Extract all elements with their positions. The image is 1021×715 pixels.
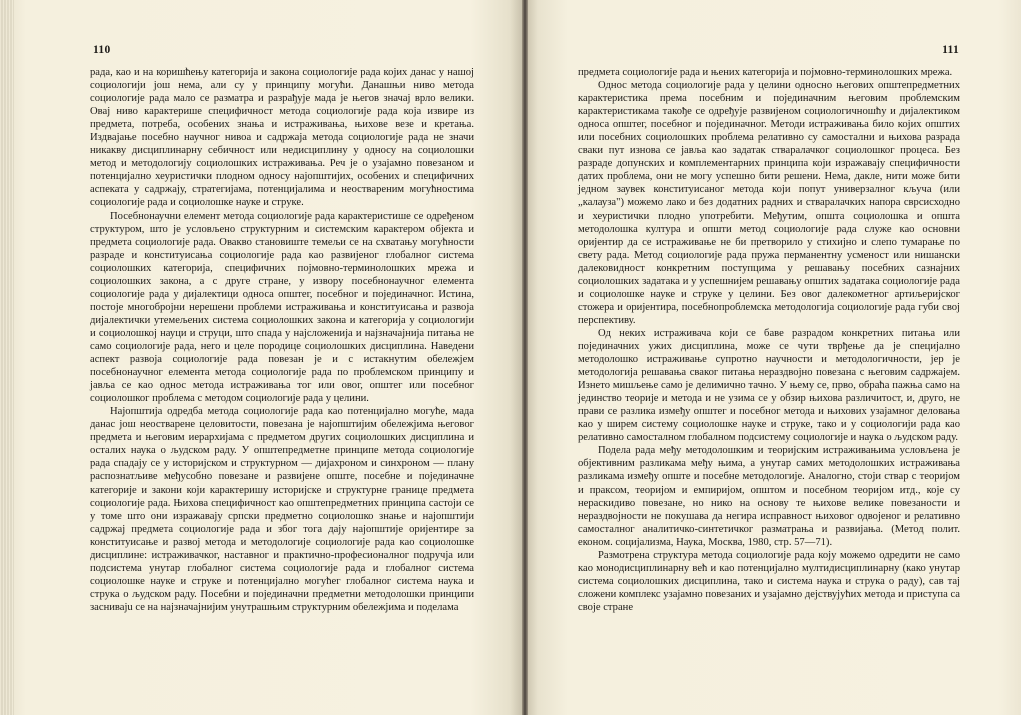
paragraph: Посебнонаучни елемент метода социологије рада карактеристише се одређеном структуром, што је условљено структурним и системским карактером објекта и предмета социологије рада. Овакво становиште темељи се на схватању могућности разраде и конституисања социологије рада као развијеног глобалног система социолошких категорија, специфичних појмовно-терминолошких мрежа и социолошких закона, а с друге стране, у извору посебнонаучног елемента социологије рада у дијалектици односа општег, посебног и појединачног. Истина, постоје многобројни нерешени проблеми истраживања и конституисања и развоја дијалектички утемељених система социолошких закона и категорија у социологији и социолошкој науци и струци, што спада у најсложенија и најзначајнија питања не само социологије рада, него и целе породице социолошких дисциплина. Наведени аспект развоја социологије рада повезан је и с истакнутим обележјем посебнонаучног елемента метода социологије рада по проблемском принципу и јавља се као однос метода истраживања тог или овог, општег или посебног социолошког проблема с методом социологије рада у целини. xyxy=(90,210,474,405)
paragraph: Подела рада међу методолошким и теоријским истраживањима условљена је објективним разликама међу њима, а унутар самих методолошких истраживања разликама између опште и посебне методологије. Аналогно, стоји ствар с теоријом и праксом, теоријом и емпиријом, општом и посебном теоријом итд., које су нераскидиво повезане, но нико на основу те њихове велике повезаности и нераздвојности не покушава да негира исправност њиховог одвојеног и релативно самосталног аналитичко-синтетичког разматрања и развијања. (Метод полит. економ. социјализма, Наука, Москва, 1980, стр. 57—71). xyxy=(578,445,960,548)
page-stack-edge xyxy=(0,0,14,715)
paragraph: Однос метода социологије рада у целини односно његових општепредметних карактеристика према посебним и појединачним његовим проблемским карактеристикама такође се одређује развијеном социологичношћу и дијалектиком односа општег, посебног и појединачног. Методи истраживања било којих општих или посебних социолошких проблема релативно су самостални и њихова разрада сваки пут изнова се јавља као задатак стваралачког социолошког процеса. Без разраде допунских и комплементарних принципа који изражавају специфичности датих проблема, они не могу успешно бити решени. Нема, дакле, нити може бити једном заувек конституисаног метода који попут универзалног кључа (или „калауза") можемо лако и без додатних радних и стваралачких напора сврсисходно и хеуристички плодно употребити. Међутим, општа социолошка и општа методолошка култура и општи метод социологије рада служе као основни оријентир да се истраживање не би претворило у стихијно и слепо тумарање по свету рада. Метод социологије рада пружа перманентну усменост или нишански далековидност конкретним поступцима у решавању посебних сазнајних социолошких задатака и у успешнијем решавању општих задатака социологије рада и социолошке науке и струке у целини. Без овог далекометног артиљеријског стожера и оријентира, посебнопроблемска методологија социологије рада губи свој перспективу. xyxy=(578,80,960,326)
paragraph: предмета социологије рада и њених категорија и појмовно-терминолошких мрежа. xyxy=(578,67,953,78)
paragraph: рада, као и на коришћењу категорија и закона социологије рада којих данас у нашој социологији још нема, али су у принципу могући. Данашњи ниво метода социологије рада мало се разматра и разрађује мада је његов значај врло велики. Овај ниво карактерише специфичност метода социологије рада која извире из предмета, потреба, особених знања и истраживања, њихове везе и кретања. Издвајање посебно научног нивоа и садржаја метода социологије рада не значи никакву дисциплинарну себичност или недисциплину у односу на социолошки метод и методологију социолошких истраживања. Реч је о узајамно повезаном и потенцијално хеуристички плодном односу најопштијих, особених и специфичних аспеката у садржају, стратегијама, потенцијалима и неоствареним могућностима социологије рада и социолошке науке и струке. xyxy=(90,67,474,209)
page-number-right: 111 xyxy=(942,44,959,56)
page-number-left: 110 xyxy=(93,44,111,56)
left-page-text xyxy=(90,66,474,614)
paragraph: Размотрена структура метода социологије рада коју можемо одредити не само као монодисциплинарну већ и као потенцијално мултидисциплинарну (како унутар система социолошких дисциплина, тако и система наука и струка о раду), сав тај сложени комплекс узајамно повезаних и узајамно дејствујућих метода и приступа са своје стране xyxy=(578,549,960,613)
paragraph: Од неких истраживача који се баве разрадом конкретних питања или појединачних ужих дисциплина, може се чути тврђење да је специјално методолошко истраживање супротно научности и методологичности, јер је методологија решавања сваког питања нераздвојно повезана с његовим садржајем. Изнето мишљење само је делимично тачно. У њему се, прво, обраћа пажња само на јединство теорије и метода и не узима се у обзир њихова различитост, и, друго, не прави се разлика између општег и посебног метода и њихових узајамног деловања као у ширем систему социолошке науке и струке, тако и у социологији рада као релативно самосталном глобалном подсистему социологије и наука о људском раду. xyxy=(578,327,960,444)
right-page-text xyxy=(578,66,960,614)
right-page xyxy=(528,0,1021,715)
paragraph: Најопштија одредба метода социологије рада као потенцијално могуће, мада данас још неостварене целовитости, повезана је најопштијим обележјима његовог предмета и његовим иерархијама с предметом других социолошких дисциплина и осталих наука о људском раду. У општепредметне принципе метода социологије рада спадају се у историјском и структурном — дијахроном и синхроном — плану распознатљиве међусобно повезане и развијене опште, посебне и појединачне категорије и закони који карактеришу историјске и структурне границе предмета социологије рада. Њихова специфичност као општепредметних принципа састоји се у томе што они изражавају српски предметно социолошко знање и најопштији садржај предмета социологије рада и због тога дају најопштије оријентире за конституисање и развој метода и методологије социологије рада као социолошке дисциплине: истраживачког, наставног и практично-професионалног подручја или подсистема унутар глобалног система социологије рада и глобалног система социолошке науке и струке и потенцијално могућег глобалног система наука и струка о људском раду. Посебни и појединачни предметни методолошки принципи засниваju се на најзначајнијим унутрашњим структурним обележјима и поделама xyxy=(90,406,474,613)
